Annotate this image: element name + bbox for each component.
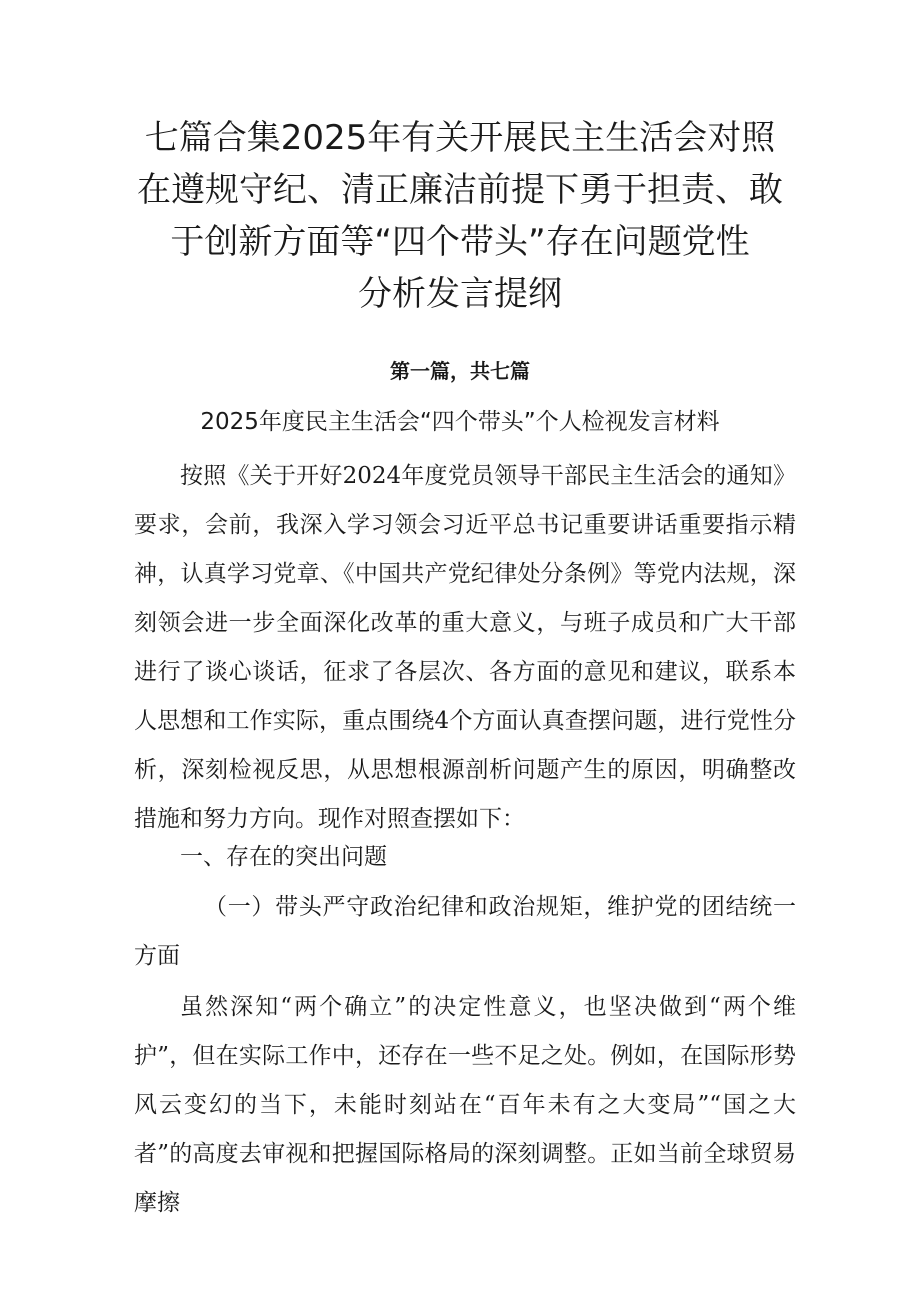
title-line-3: 于创新方面等“四个带头”存在问题党性: [170, 222, 750, 262]
part-indicator: 第一篇，共七篇: [390, 359, 530, 383]
article-title: 2025年度民主生活会“四个带头”个人检视发言材料: [200, 409, 720, 435]
title-line-2: 在遵规守纪、清正廉洁前提下勇于担责、敢: [137, 170, 783, 210]
title-line-1: 七篇合集2025年有关开展民主生活会对照: [144, 118, 776, 158]
subsection-heading: （一）带头严守政治纪律和政治规矩，维护党的团结统一方面: [134, 894, 796, 969]
problem-paragraph-block: [134, 983, 796, 1228]
intro-paragraph-block: [134, 452, 796, 844]
document-title: [120, 112, 800, 320]
section-heading: 一、存在的突出问题: [180, 844, 387, 870]
title-line-4: 分析发言提纲: [358, 274, 562, 314]
subsection-heading-block: [134, 883, 796, 981]
intro-paragraph: 按照《关于开好2024年度党员领导干部民主生活会的通知》要求，会前，我深入学习领会习近平总书记重要讲话重要指示精神，认真学习党章、《中国共产党纪律处分条例》等党内法规，深刻领会进一步全面深化改革的重大意义，与班子成员和广大干部进行了谈心谈话，征求了各层次、各方面的意见和建议，联系本人思想和工作实际，重点围绕4个方面认真查摆问题，进行党性分析，深刻检视反思，从思想根源剖析问题产生的原因，明确整改措施和努力方向。现作对照查摆如下：: [134, 463, 796, 832]
problem-paragraph: 虽然深知“两个确立”的决定性意义，也坚决做到“两个维护”，但在实际工作中，还存在一些不足之处。例如，在国际形势风云变幻的当下，未能时刻站在“百年未有之大变局”“国之大者”的高度去审视和把握国际格局的深刻调整。正如当前全球贸易摩擦: [134, 994, 796, 1216]
